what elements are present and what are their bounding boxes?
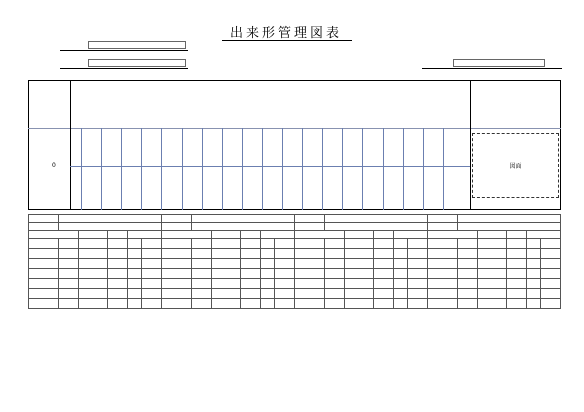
table-cell[interactable] <box>394 269 408 279</box>
table-cell[interactable] <box>295 299 325 309</box>
label-column-divider <box>70 80 71 210</box>
measure-field[interactable] <box>453 59 545 67</box>
table-cell[interactable] <box>108 259 128 269</box>
table-cell[interactable] <box>79 289 108 299</box>
table-cell[interactable] <box>295 239 325 249</box>
type-underline <box>60 68 188 69</box>
table-cell[interactable] <box>192 259 212 269</box>
table-cell[interactable] <box>428 279 458 289</box>
table-cell[interactable] <box>261 239 275 249</box>
table-cell[interactable] <box>142 269 162 279</box>
table-cell[interactable] <box>527 249 541 259</box>
construction-field[interactable] <box>88 41 186 49</box>
table-row <box>29 289 561 299</box>
table-cell[interactable] <box>29 239 59 249</box>
table-cell[interactable] <box>527 289 541 299</box>
zero-line <box>70 166 470 167</box>
table-cell[interactable] <box>408 249 428 259</box>
table-cell[interactable] <box>428 249 458 259</box>
table-cell[interactable] <box>345 249 374 259</box>
sub-header-cell <box>29 231 79 239</box>
measure-underline <box>422 68 562 69</box>
header-standard <box>29 223 59 231</box>
date-gridline <box>383 128 384 210</box>
table-cell[interactable] <box>428 289 458 299</box>
table-cell[interactable] <box>241 279 261 289</box>
table-cell[interactable] <box>325 259 345 269</box>
date-gridline <box>101 128 102 210</box>
header-spec <box>192 215 295 223</box>
table-cell[interactable] <box>394 279 408 289</box>
table-cell[interactable] <box>79 279 108 289</box>
table-cell[interactable] <box>212 299 241 309</box>
table-cell[interactable] <box>59 259 79 269</box>
table-cell[interactable] <box>108 299 128 309</box>
table-cell[interactable] <box>108 269 128 279</box>
table-cell[interactable] <box>241 239 261 249</box>
table-cell[interactable] <box>374 239 394 249</box>
date-gridline <box>302 128 303 210</box>
table-cell[interactable] <box>394 259 408 269</box>
title-underline <box>222 40 352 41</box>
date-row-bottom <box>28 128 561 129</box>
table-cell[interactable] <box>541 239 561 249</box>
header-spec <box>59 215 162 223</box>
table-cell[interactable] <box>261 269 275 279</box>
table-cell[interactable] <box>275 249 295 259</box>
table-cell[interactable] <box>59 289 79 299</box>
date-gridline <box>182 128 183 210</box>
table-cell[interactable] <box>295 259 325 269</box>
table-cell[interactable] <box>394 289 408 299</box>
table-cell[interactable] <box>162 259 192 269</box>
table-cell[interactable] <box>325 279 345 289</box>
header-standard <box>162 223 192 231</box>
table-cell[interactable] <box>374 299 394 309</box>
table-cell[interactable] <box>192 289 212 299</box>
table-cell[interactable] <box>162 299 192 309</box>
table-cell[interactable] <box>345 289 374 299</box>
date-gridline <box>202 128 203 210</box>
date-gridline <box>262 128 263 210</box>
date-gridline <box>282 128 283 210</box>
table-cell[interactable] <box>394 249 408 259</box>
table-cell[interactable] <box>527 269 541 279</box>
measurement-table <box>28 214 561 309</box>
table-row <box>29 299 561 309</box>
table-cell[interactable] <box>212 239 241 249</box>
table-row <box>29 279 561 289</box>
table-cell[interactable] <box>79 259 108 269</box>
table-cell[interactable] <box>212 249 241 259</box>
table-cell[interactable] <box>79 299 108 309</box>
table-cell[interactable] <box>458 299 478 309</box>
table-cell[interactable] <box>374 269 394 279</box>
table-cell[interactable] <box>541 279 561 289</box>
table-cell[interactable] <box>261 259 275 269</box>
table-cell[interactable] <box>108 289 128 299</box>
sub-header-cell <box>428 231 478 239</box>
figure-box <box>472 133 559 198</box>
header-standard-value <box>325 223 428 231</box>
table-cell[interactable] <box>212 289 241 299</box>
table-cell[interactable] <box>29 269 59 279</box>
table-cell[interactable] <box>478 289 507 299</box>
table-cell[interactable] <box>128 279 142 289</box>
date-gridline <box>161 128 162 210</box>
date-gridline <box>423 128 424 210</box>
table-cell[interactable] <box>345 269 374 279</box>
table-cell[interactable] <box>428 269 458 279</box>
date-gridline <box>403 128 404 210</box>
table-cell[interactable] <box>162 279 192 289</box>
table-cell[interactable] <box>458 239 478 249</box>
table-cell[interactable] <box>527 239 541 249</box>
table-cell[interactable] <box>541 299 561 309</box>
table-cell[interactable] <box>527 279 541 289</box>
header-item <box>295 215 325 223</box>
table-cell[interactable] <box>527 299 541 309</box>
table-cell[interactable] <box>458 289 478 299</box>
sub-header-cell <box>79 231 108 239</box>
header-standard-value <box>59 223 162 231</box>
table-cell[interactable] <box>458 249 478 259</box>
header-item <box>428 215 458 223</box>
sub-header-cell <box>241 231 261 239</box>
date-gridline <box>443 128 444 210</box>
sub-header-cell <box>212 231 241 239</box>
table-cell[interactable] <box>162 239 192 249</box>
sub-header-cell <box>394 231 428 239</box>
table-cell[interactable] <box>29 299 59 309</box>
table-cell[interactable] <box>478 269 507 279</box>
table-cell[interactable] <box>507 289 527 299</box>
figure-column-divider <box>470 80 471 210</box>
sub-header-cell <box>128 231 162 239</box>
table-cell[interactable] <box>478 239 507 249</box>
table-cell[interactable] <box>458 269 478 279</box>
table-cell[interactable] <box>192 279 212 289</box>
table-cell[interactable] <box>79 249 108 259</box>
table-cell[interactable] <box>507 269 527 279</box>
table-cell[interactable] <box>408 279 428 289</box>
table-cell[interactable] <box>261 249 275 259</box>
table-cell[interactable] <box>374 259 394 269</box>
table-cell[interactable] <box>59 299 79 309</box>
header-spec <box>458 215 561 223</box>
sub-header-cell <box>345 231 374 239</box>
table-cell[interactable] <box>29 259 59 269</box>
table-cell[interactable] <box>241 269 261 279</box>
table-cell[interactable] <box>162 269 192 279</box>
table-cell[interactable] <box>241 289 261 299</box>
table-cell[interactable] <box>192 249 212 259</box>
table-cell[interactable] <box>59 249 79 259</box>
table-cell[interactable] <box>541 249 561 259</box>
table-cell[interactable] <box>192 269 212 279</box>
table-cell[interactable] <box>275 239 295 249</box>
header-standard-value <box>192 223 295 231</box>
table-cell[interactable] <box>394 239 408 249</box>
table-cell[interactable] <box>428 299 458 309</box>
table-cell[interactable] <box>478 259 507 269</box>
table-cell[interactable] <box>142 259 162 269</box>
table-cell[interactable] <box>507 249 527 259</box>
table-cell[interactable] <box>128 239 142 249</box>
table-cell[interactable] <box>428 239 458 249</box>
date-gridline <box>342 128 343 210</box>
table-cell[interactable] <box>241 259 261 269</box>
table-cell[interactable] <box>108 279 128 289</box>
table-cell[interactable] <box>394 299 408 309</box>
sub-header-cell <box>507 231 527 239</box>
table-cell[interactable] <box>374 289 394 299</box>
table-row <box>29 239 561 249</box>
sub-header-cell <box>108 231 128 239</box>
table-cell[interactable] <box>212 279 241 289</box>
table-cell[interactable] <box>507 279 527 289</box>
table-cell[interactable] <box>128 249 142 259</box>
table-header-row <box>29 215 561 223</box>
sub-header-cell <box>295 231 345 239</box>
date-gridline <box>81 128 82 210</box>
table-cell[interactable] <box>29 279 59 289</box>
header-standard <box>295 223 325 231</box>
table-cell[interactable] <box>79 269 108 279</box>
table-cell[interactable] <box>29 289 59 299</box>
table-cell[interactable] <box>295 269 325 279</box>
date-gridline <box>121 128 122 210</box>
table-cell[interactable] <box>128 289 142 299</box>
table-cell[interactable] <box>408 259 428 269</box>
table-cell[interactable] <box>192 239 212 249</box>
table-cell[interactable] <box>59 279 79 289</box>
table-cell[interactable] <box>212 269 241 279</box>
table-cell[interactable] <box>408 239 428 249</box>
table-cell[interactable] <box>345 259 374 269</box>
table-cell[interactable] <box>345 299 374 309</box>
table-row <box>29 259 561 269</box>
table-cell[interactable] <box>541 259 561 269</box>
table-cell[interactable] <box>458 259 478 269</box>
header-spec <box>325 215 428 223</box>
table-cell[interactable] <box>408 269 428 279</box>
sub-header-cell <box>478 231 507 239</box>
table-cell[interactable] <box>507 299 527 309</box>
table-cell[interactable] <box>128 259 142 269</box>
table-cell[interactable] <box>142 289 162 299</box>
table-cell[interactable] <box>478 299 507 309</box>
table-cell[interactable] <box>192 299 212 309</box>
table-cell[interactable] <box>374 279 394 289</box>
table-cell[interactable] <box>374 249 394 259</box>
header-standard <box>428 223 458 231</box>
table-cell[interactable] <box>478 279 507 289</box>
construction-underline <box>60 50 188 51</box>
table-cell[interactable] <box>59 239 79 249</box>
table-cell[interactable] <box>142 249 162 259</box>
table-cell[interactable] <box>458 279 478 289</box>
table-cell[interactable] <box>261 299 275 309</box>
table-cell[interactable] <box>275 299 295 309</box>
date-gridline <box>222 128 223 210</box>
table-cell[interactable] <box>325 299 345 309</box>
date-gridline <box>322 128 323 210</box>
table-cell[interactable] <box>162 249 192 259</box>
table-cell[interactable] <box>527 259 541 269</box>
table-cell[interactable] <box>275 259 295 269</box>
table-cell[interactable] <box>345 279 374 289</box>
table-cell[interactable] <box>478 249 507 259</box>
table-cell[interactable] <box>295 249 325 259</box>
table-cell[interactable] <box>59 269 79 279</box>
table-cell[interactable] <box>275 269 295 279</box>
table-cell[interactable] <box>275 279 295 289</box>
table-cell[interactable] <box>345 239 374 249</box>
table-row <box>29 269 561 279</box>
table-cell[interactable] <box>241 249 261 259</box>
sub-header-cell <box>527 231 561 239</box>
table-cell[interactable] <box>325 239 345 249</box>
table-cell[interactable] <box>261 279 275 289</box>
header-item <box>162 215 192 223</box>
date-gridline <box>242 128 243 210</box>
table-cell[interactable] <box>325 249 345 259</box>
type-field[interactable] <box>88 59 186 67</box>
table-cell[interactable] <box>541 269 561 279</box>
table-cell[interactable] <box>408 299 428 309</box>
table-header-row <box>29 231 561 239</box>
page-title: 出来形管理図表 <box>230 26 343 41</box>
table-cell[interactable] <box>295 279 325 289</box>
sub-header-cell <box>374 231 394 239</box>
table-header-row <box>29 223 561 231</box>
table-cell[interactable] <box>241 299 261 309</box>
sub-header-cell <box>162 231 212 239</box>
table-cell[interactable] <box>108 239 128 249</box>
table-cell[interactable] <box>142 279 162 289</box>
table-cell[interactable] <box>507 259 527 269</box>
header-standard-value <box>458 223 561 231</box>
table-cell[interactable] <box>325 269 345 279</box>
table-cell[interactable] <box>108 249 128 259</box>
table-cell[interactable] <box>212 259 241 269</box>
header-item <box>29 215 59 223</box>
table-cell[interactable] <box>325 289 345 299</box>
date-gridline <box>141 128 142 210</box>
table-cell[interactable] <box>142 299 162 309</box>
sub-header-cell <box>261 231 295 239</box>
figure-label: 図面 <box>509 163 522 170</box>
date-gridline <box>362 128 363 210</box>
table-cell[interactable] <box>128 299 142 309</box>
zero-label: 0 <box>52 162 56 169</box>
table-cell[interactable] <box>162 289 192 299</box>
table-cell[interactable] <box>408 289 428 299</box>
table-cell[interactable] <box>295 289 325 299</box>
table-cell[interactable] <box>128 269 142 279</box>
table-cell[interactable] <box>507 239 527 249</box>
table-cell[interactable] <box>261 289 275 299</box>
table-cell[interactable] <box>142 239 162 249</box>
table-cell[interactable] <box>428 259 458 269</box>
table-cell[interactable] <box>275 289 295 299</box>
table-row <box>29 249 561 259</box>
table-cell[interactable] <box>29 249 59 259</box>
table-cell[interactable] <box>541 289 561 299</box>
table-cell[interactable] <box>79 239 108 249</box>
